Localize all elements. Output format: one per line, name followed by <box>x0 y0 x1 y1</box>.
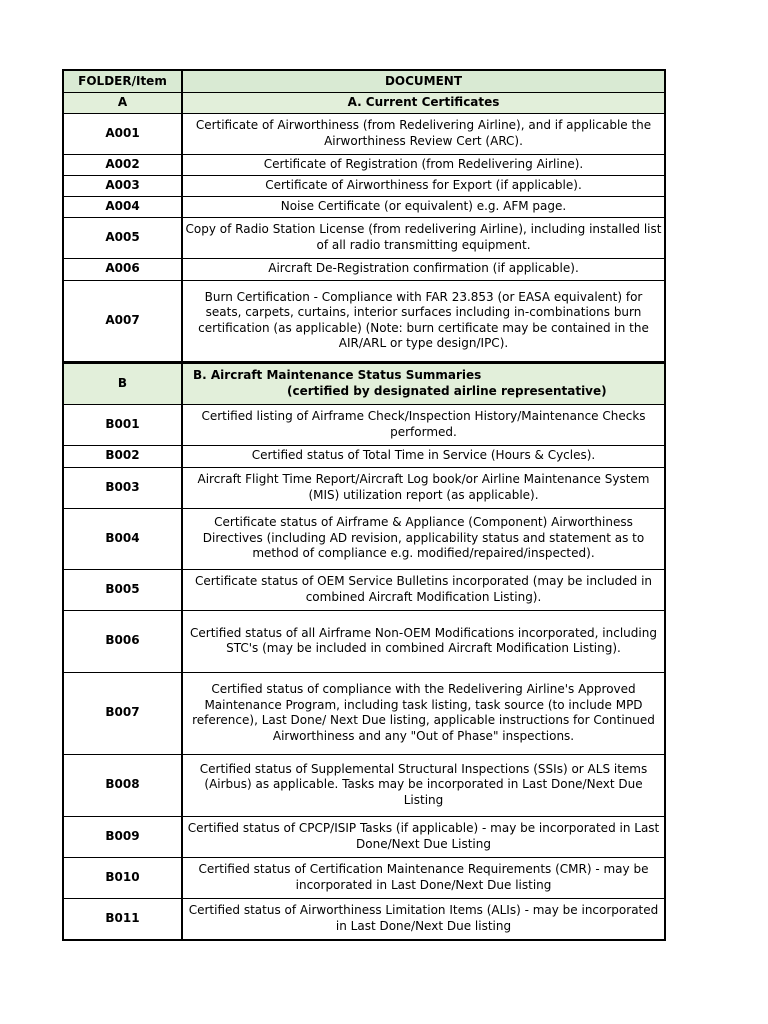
header-folder-item: FOLDER/Item <box>63 70 182 92</box>
item-id: B009 <box>63 816 182 857</box>
table-row <box>63 754 665 816</box>
section-b-title <box>182 362 665 404</box>
item-id: B006 <box>63 610 182 672</box>
table-row <box>63 175 665 196</box>
item-id: B010 <box>63 857 182 898</box>
section-a-title: A. Current Certificates <box>182 92 665 113</box>
item-document: Burn Certification - Compliance with FAR 23.853 (or EASA equivalent) for seats, carpets, curtains, interior surfaces including in-combinations burn certification (as applicable) (Note: burn certificate may be contained in the AIR/ARL or type design/IPC). <box>182 280 665 362</box>
item-document: Aircraft De-Registration confirmation (if applicable). <box>182 258 665 280</box>
section-b-title-line1: B. Aircraft Maintenance Status Summaries <box>193 368 482 382</box>
item-document: Certified status of CPCP/ISIP Tasks (if applicable) - may be incorporated in Last Done/Next Due Listing <box>182 816 665 857</box>
item-id: B008 <box>63 754 182 816</box>
section-b-row <box>63 362 665 404</box>
table-row <box>63 672 665 754</box>
item-id: A003 <box>63 175 182 196</box>
item-id: B002 <box>63 445 182 467</box>
item-id: A007 <box>63 280 182 362</box>
table-row <box>63 404 665 445</box>
table-row <box>63 857 665 898</box>
item-document: Certificate of Airworthiness (from Redelivering Airline), and if applicable the Airworthiness Review Cert (ARC). <box>182 113 665 154</box>
item-id: A002 <box>63 154 182 175</box>
item-document: Certificate of Airworthiness for Export (if applicable). <box>182 175 665 196</box>
table-row <box>63 816 665 857</box>
item-id: B007 <box>63 672 182 754</box>
item-id: B003 <box>63 467 182 508</box>
section-a-id: A <box>63 92 182 113</box>
item-id: B001 <box>63 404 182 445</box>
item-document: Certificate status of Airframe & Appliance (Component) Airworthiness Directives (including AD revision, applicability status and statement as to method of compliance e.g. modified/repaired/inspected). <box>182 508 665 569</box>
item-id: B004 <box>63 508 182 569</box>
table-row <box>63 217 665 258</box>
item-document: Certified status of Airworthiness Limitation Items (ALIs) - may be incorporated in Last Done/Next Due listing <box>182 898 665 940</box>
document-checklist-table <box>62 69 666 941</box>
item-id: A006 <box>63 258 182 280</box>
item-id: B011 <box>63 898 182 940</box>
item-id: A005 <box>63 217 182 258</box>
header-document: DOCUMENT <box>182 70 665 92</box>
item-document: Certified status of all Airframe Non-OEM Modifications incorporated, including STC's (may be included in combined Aircraft Modification Listing). <box>182 610 665 672</box>
item-document: Aircraft Flight Time Report/Aircraft Log book/or Airline Maintenance System (MIS) utilization report (as applicable). <box>182 467 665 508</box>
section-a-row <box>63 92 665 113</box>
item-document: Certified status of Supplemental Structural Inspections (SSIs) or ALS items (Airbus) as applicable. Tasks may be incorporated in Last Done/Next Due Listing <box>182 754 665 816</box>
item-document: Certified status of Total Time in Service (Hours & Cycles). <box>182 445 665 467</box>
table-row <box>63 113 665 154</box>
table-row <box>63 445 665 467</box>
item-document: Copy of Radio Station License (from redelivering Airline), including installed list of all radio transmitting equipment. <box>182 217 665 258</box>
section-b-id: B <box>63 362 182 404</box>
item-id: A001 <box>63 113 182 154</box>
table-header-row <box>63 70 665 92</box>
item-document: Certified status of compliance with the Redelivering Airline's Approved Maintenance Program, including task listing, task source (to include MPD reference), Last Done/ Next Due listing, applicable instructions for Continued Airworthiness and any "Out of Phase" inspections. <box>182 672 665 754</box>
item-document: Noise Certificate (or equivalent) e.g. AFM page. <box>182 196 665 217</box>
table-row <box>63 280 665 362</box>
item-id: B005 <box>63 569 182 610</box>
item-document: Certified listing of Airframe Check/Inspection History/Maintenance Checks performed. <box>182 404 665 445</box>
section-b-title-line2: (certified by designated airline representative) <box>287 383 607 398</box>
table-row <box>63 898 665 940</box>
item-document: Certificate of Registration (from Redelivering Airline). <box>182 154 665 175</box>
table-row <box>63 508 665 569</box>
item-id: A004 <box>63 196 182 217</box>
table-row <box>63 569 665 610</box>
item-document: Certificate status of OEM Service Bulletins incorporated (may be included in combined Aircraft Modification Listing). <box>182 569 665 610</box>
item-document: Certified status of Certification Maintenance Requirements (CMR) - may be incorporated in Last Done/Next Due listing <box>182 857 665 898</box>
table-row <box>63 610 665 672</box>
table-row <box>63 154 665 175</box>
table-row <box>63 196 665 217</box>
table-row <box>63 258 665 280</box>
table-row <box>63 467 665 508</box>
